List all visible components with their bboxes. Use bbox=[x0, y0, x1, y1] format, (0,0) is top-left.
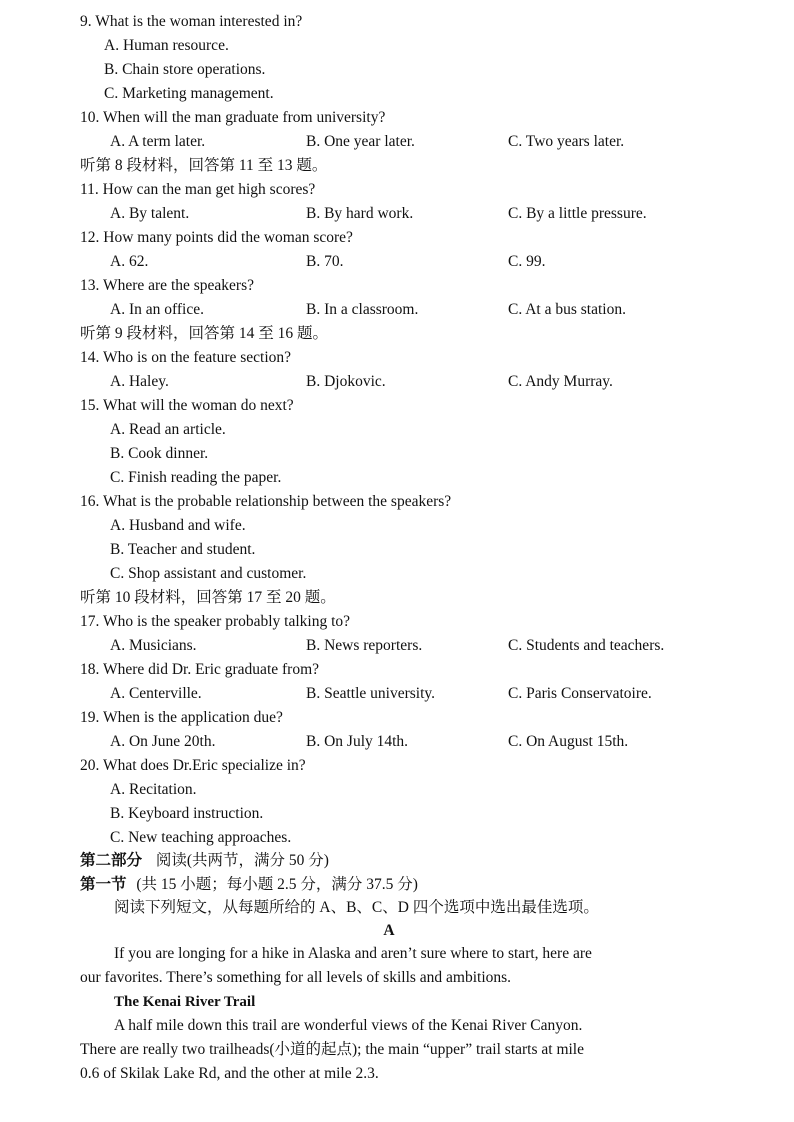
question-17-stem: 17. Who is the speaker probably talking to? bbox=[80, 613, 351, 630]
question-15-stem: 15. What will the woman do next? bbox=[80, 397, 294, 414]
question-18-option-b: B. Seattle university. bbox=[306, 685, 436, 702]
part-2-description: 阅读(共两节，满分 50 分) bbox=[155, 852, 329, 869]
passage-paragraph-1-line-2: our favorites. There’s something for all levels of skills and ambitions. bbox=[80, 969, 512, 986]
question-20-option-c: C. New teaching approaches. bbox=[110, 829, 292, 846]
question-20-option-b: B. Keyboard instruction. bbox=[110, 805, 264, 822]
question-15-option-b: B. Cook dinner. bbox=[110, 445, 209, 462]
section-10-instruction: 听第 10 段材料，回答第 17 至 20 题。 bbox=[80, 589, 336, 606]
question-19-stem: 19. When is the application due? bbox=[80, 709, 283, 726]
question-9-stem: 9. What is the woman interested in? bbox=[80, 13, 303, 30]
question-13-option-b: B. In a classroom. bbox=[306, 301, 419, 318]
question-16-option-a: A. Husband and wife. bbox=[110, 517, 246, 534]
question-9-option-b: B. Chain store operations. bbox=[104, 61, 266, 78]
question-19-option-c: C. On August 15th. bbox=[508, 733, 629, 750]
section-1-description: (共 15 小题；每小题 2.5 分，满分 37.5 分) bbox=[136, 876, 418, 893]
question-16-option-b: B. Teacher and student. bbox=[110, 541, 256, 558]
question-11-option-c: C. By a little pressure. bbox=[508, 205, 647, 222]
passage-label: A bbox=[383, 922, 395, 939]
question-20-option-a: A. Recitation. bbox=[110, 781, 197, 798]
section-9-instruction: 听第 9 段材料，回答第 14 至 16 题。 bbox=[80, 325, 329, 342]
part-2-title: 第二部分 bbox=[80, 852, 143, 869]
question-14-option-b: B. Djokovic. bbox=[306, 373, 386, 390]
question-16-stem: 16. What is the probable relationship between the speakers? bbox=[80, 493, 452, 510]
question-18-option-a: A. Centerville. bbox=[110, 685, 202, 702]
question-11-option-a: A. By talent. bbox=[110, 205, 190, 222]
question-15-option-a: A. Read an article. bbox=[110, 421, 226, 438]
question-9-option-c: C. Marketing management. bbox=[104, 85, 274, 102]
passage-paragraph-1-line-1: If you are longing for a hike in Alaska and aren’t sure where to start, here are bbox=[114, 945, 592, 962]
passage-paragraph-2-line-2: There are really two trailheads(小道的起点); the main “upper” trail starts at mile bbox=[80, 1041, 584, 1058]
question-20-stem: 20. What does Dr.Eric specialize in? bbox=[80, 757, 306, 774]
question-10-option-a: A. A term later. bbox=[110, 133, 206, 150]
question-10-stem: 10. When will the man graduate from university? bbox=[80, 109, 386, 126]
question-17-option-c: C. Students and teachers. bbox=[508, 637, 665, 654]
question-16-option-c: C. Shop assistant and customer. bbox=[110, 565, 307, 582]
part-2-header bbox=[80, 851, 329, 871]
question-13-stem: 13. Where are the speakers? bbox=[80, 277, 254, 294]
question-11-option-b: B. By hard work. bbox=[306, 205, 414, 222]
question-11-stem: 11. How can the man get high scores? bbox=[80, 181, 316, 198]
question-10-option-b: B. One year later. bbox=[306, 133, 415, 150]
reading-instruction: 阅读下列短文，从每题所给的 A、B、C、D 四个选项中选出最佳选项。 bbox=[114, 899, 599, 916]
passage-heading: The Kenai River Trail bbox=[114, 994, 256, 1010]
question-9-option-a: A. Human resource. bbox=[104, 37, 229, 54]
question-12-option-a: A. 62. bbox=[110, 253, 149, 270]
question-14-option-c: C. Andy Murray. bbox=[508, 373, 613, 390]
question-17-option-b: B. News reporters. bbox=[306, 637, 423, 654]
section-8-instruction: 听第 8 段材料，回答第 11 至 13 题。 bbox=[80, 157, 328, 174]
question-12-option-b: B. 70. bbox=[306, 253, 344, 270]
question-15-option-c: C. Finish reading the paper. bbox=[110, 469, 282, 486]
question-19-option-a: A. On June 20th. bbox=[110, 733, 216, 750]
question-17-option-a: A. Musicians. bbox=[110, 637, 197, 654]
section-1-header bbox=[80, 875, 418, 895]
section-1-title: 第一节 bbox=[80, 876, 127, 893]
question-14-option-a: A. Haley. bbox=[110, 373, 169, 390]
question-19-option-b: B. On July 14th. bbox=[306, 733, 409, 750]
question-13-option-c: C. At a bus station. bbox=[508, 301, 626, 318]
passage-paragraph-2-line-1: A half mile down this trail are wonderful views of the Kenai River Canyon. bbox=[114, 1017, 583, 1034]
question-18-stem: 18. Where did Dr. Eric graduate from? bbox=[80, 661, 320, 678]
question-13-option-a: A. In an office. bbox=[110, 301, 204, 318]
question-18-option-c: C. Paris Conservatoire. bbox=[508, 685, 652, 702]
passage-paragraph-2-line-3: 0.6 of Skilak Lake Rd, and the other at mile 2.3. bbox=[80, 1065, 379, 1082]
question-14-stem: 14. Who is on the feature section? bbox=[80, 349, 292, 366]
question-12-stem: 12. How many points did the woman score? bbox=[80, 229, 353, 246]
question-12-option-c: C. 99. bbox=[508, 253, 546, 270]
question-10-option-c: C. Two years later. bbox=[508, 133, 625, 150]
